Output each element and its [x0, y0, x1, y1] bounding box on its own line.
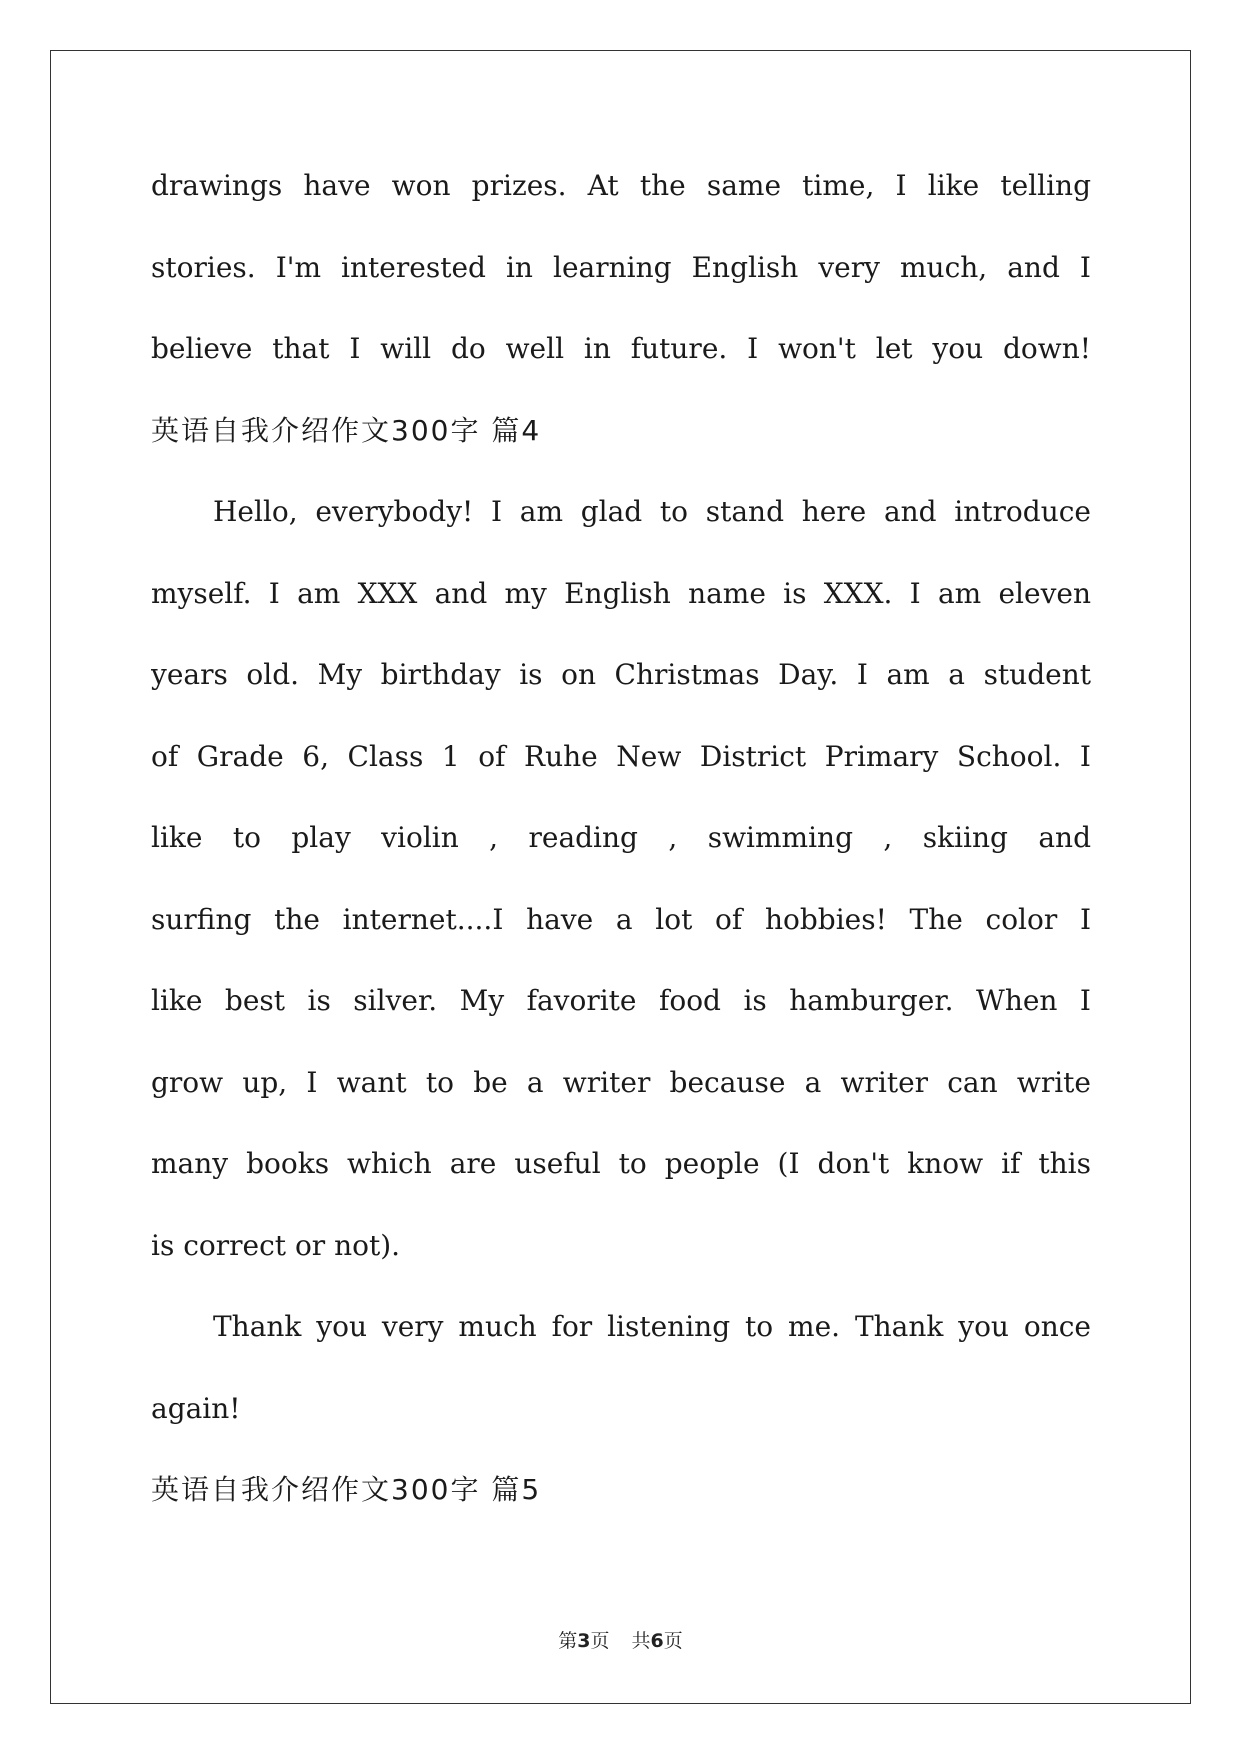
paragraph-line: is correct or not).: [151, 1228, 401, 1262]
footer-total-prefix: 共: [631, 1630, 651, 1652]
footer-prefix: 第: [558, 1630, 578, 1652]
paragraph-line: grow up, I want to be a writer because a writer can write: [151, 1065, 1091, 1099]
paragraph-line: of Grade 6, Class 1 of Ruhe New District Primary School. I: [151, 739, 1091, 773]
document-body: [151, 160, 1091, 1546]
paragraph-line: like to play violin , reading , swimming , skiing and: [151, 821, 1091, 854]
paragraph-line: years old. My birthday is on Christmas Day. I am a student: [151, 658, 1091, 691]
section-heading: 英语自我介绍作文300字 篇4: [151, 413, 542, 447]
paragraph-line: surfing the internet....I have a lot of hobbies! The color I: [151, 902, 1091, 936]
paragraph-line: stories. I'm interested in learning English very much, and I: [151, 250, 1091, 284]
paragraph-line: Thank you very much for listening to me. Thank you once: [213, 1310, 1091, 1343]
paragraph-line: many books which are useful to people (I don't know if this: [151, 1147, 1091, 1180]
footer-total-pages: 6: [650, 1630, 664, 1652]
paragraph-line: myself. I am XXX and my English name is XXX. I am eleven: [151, 576, 1091, 610]
paragraph-line: believe that I will do well in future. I won't let you down!: [151, 332, 1091, 365]
paragraph-line: again!: [151, 1391, 241, 1425]
section-heading: 英语自我介绍作文300字 篇5: [151, 1473, 542, 1506]
paragraph-line: Hello, everybody! I am glad to stand here and introduce: [213, 495, 1091, 528]
footer-current-page: 3: [577, 1630, 591, 1652]
paragraph-line: drawings have won prizes. At the same time, I like telling: [151, 169, 1091, 202]
footer-page-label: 页: [590, 1630, 610, 1652]
paragraph-line: like best is silver. My favorite food is hamburger. When I: [151, 984, 1091, 1017]
footer-suffix: 页: [663, 1630, 683, 1652]
page-footer: [0, 1626, 1241, 1653]
